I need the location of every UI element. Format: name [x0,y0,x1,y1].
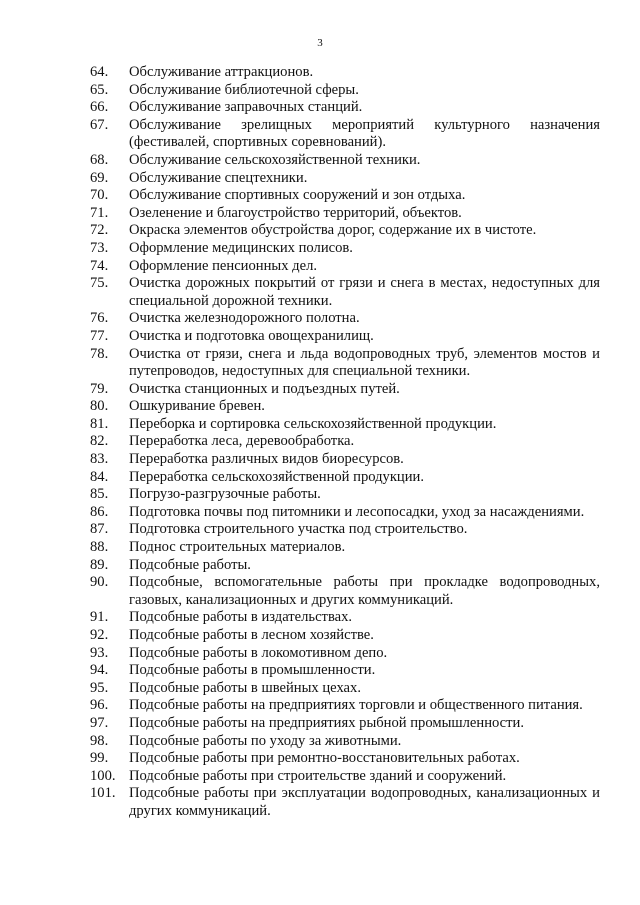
list-item [90,557,600,575]
list-item [90,152,600,170]
item-text: Подсобные работы в промышленности. [129,662,376,679]
item-text: Подсобные работы по уходу за животными. [129,732,402,749]
item-text: Подсобные работы в лесном хозяйстве. [129,627,374,643]
item-number: 97. [90,714,109,731]
item-text: Поднос строительных материалов. [129,539,346,556]
item-text: Очистка и подготовка овощехранилищ. [129,327,374,344]
list-item [90,222,600,240]
list-item [90,258,600,276]
item-text: Обслуживание библиотечной сферы. [129,81,359,98]
item-text: Подсобные работы при эксплуатации водопроводных, канализационных и других коммуникаций. [129,785,600,819]
item-number: 82. [90,433,109,450]
list-item [90,416,600,434]
item-number: 76. [90,310,109,327]
numbered-list [90,64,600,821]
item-number: 91. [90,609,109,626]
item-text: Подсобные работы в издательствах. [129,609,353,626]
item-number: 88. [90,539,109,556]
item-text: Переработка сельскохозяйственной продукции. [129,468,425,485]
list-item [90,433,600,451]
item-number: 86. [90,503,109,520]
list-item [90,609,600,627]
list-item [90,680,600,698]
list-item [90,733,600,751]
item-number: 80. [90,398,109,415]
item-number: 71. [90,204,109,221]
list-item [90,697,600,715]
item-text: Очистка станционных и подъездных путей. [129,380,400,397]
list-item [90,521,600,539]
item-text: Обслуживание заправочных станций. [129,99,363,116]
list-item [90,768,600,786]
item-text: Подсобные работы на предприятиях торговли и общественного питания. [129,697,583,714]
item-number: 99. [90,750,109,767]
item-text: Оформление медицинских полисов. [129,239,353,256]
item-number: 77. [90,327,109,344]
item-number: 84. [90,468,109,485]
item-number: 98. [90,732,109,749]
item-number: 65. [90,81,109,98]
item-text: Озеленение и благоустройство территорий, объектов. [129,204,462,221]
list-item [90,328,600,346]
list-item [90,451,600,469]
item-number: 89. [90,556,109,573]
list-item [90,486,600,504]
list-item [90,645,600,663]
list-item [90,785,600,820]
item-number: 72. [90,222,109,239]
item-text: Подсобные работы на предприятиях рыбной промышленности. [129,714,524,731]
item-number: 68. [90,151,109,168]
item-text: Переработка различных видов биоресурсов. [129,451,404,468]
item-number: 64. [90,64,109,80]
list-item [90,750,600,768]
item-number: 73. [90,239,109,256]
list-item [90,64,600,82]
item-number: 78. [90,345,109,362]
item-text: Подготовка строительного участка под строительство. [129,521,468,538]
item-text: Переборка и сортировка сельскохозяйственной продукции. [129,415,497,432]
list-item [90,310,600,328]
item-number: 93. [90,644,109,661]
item-text: Подсобные работы при ремонтно-восстановительных работах. [129,750,520,767]
item-number: 75. [90,275,109,292]
item-text: Обслуживание спецтехники. [129,169,308,186]
list-item [90,99,600,117]
list-item [90,398,600,416]
list-item [90,170,600,188]
item-text: Подсобные работы при строительстве зданий и сооружений. [129,767,507,784]
item-text: Подготовка почвы под питомники и лесопосадки, уход за насаждениями. [129,503,585,520]
item-number: 87. [90,521,109,538]
list-item [90,469,600,487]
list-item [90,82,600,100]
item-text: Переработка леса, деревообработка. [129,433,355,450]
list-item [90,346,600,381]
item-number: 90. [90,574,109,591]
item-text: Обслуживание аттракционов. [129,64,314,80]
item-number: 101. [90,785,116,802]
item-text: Оформление пенсионных дел. [129,257,317,274]
item-number: 70. [90,187,109,204]
list-item [90,205,600,223]
item-text: Очистка от грязи, снега и льда водопроводных труб, элементов мостов и путепроводов, недоступных для специальной техники. [129,345,600,380]
list-item [90,117,600,152]
item-number: 66. [90,99,109,116]
item-text: Окраска элементов обустройства дорог, содержание их в чистоте. [129,222,537,239]
item-text: Подсобные работы в швейных цехах. [129,679,361,696]
item-number: 92. [90,627,109,643]
page-number: 3 [317,37,323,49]
item-text: Обслуживание спортивных сооружений и зон отдыха. [129,187,466,204]
list-item [90,539,600,557]
item-text: Погрузо-разгрузочные работы. [129,486,321,503]
list-item [90,662,600,680]
item-number: 79. [90,380,109,397]
item-text: Подсобные работы. [129,556,251,573]
item-number: 94. [90,662,109,679]
item-number: 100. [90,767,116,784]
item-number: 67. [90,116,109,133]
list-item [90,275,600,310]
list-item [90,627,600,645]
item-text: Очистка железнодорожного полотна. [129,310,360,327]
list-item [90,187,600,205]
item-number: 96. [90,697,109,714]
item-text: Обслуживание зрелищных мероприятий культурного назначения (фестивалей, спортивных соревнований). [129,116,600,151]
list-item [90,240,600,258]
item-number: 83. [90,451,109,468]
item-text: Подсобные, вспомогательные работы при прокладке водопроводных, газовых, канализационных и других коммуникаций. [129,574,600,608]
list-item [90,381,600,399]
list-item [90,715,600,733]
item-text: Подсобные работы в локомотивном депо. [129,644,388,661]
item-number: 85. [90,486,109,503]
item-text: Обслуживание сельскохозяйственной техники. [129,151,421,168]
item-number: 74. [90,257,109,274]
list-item [90,504,600,522]
item-number: 95. [90,679,109,696]
item-number: 81. [90,415,109,432]
list-item [90,574,600,609]
item-text: Ошкуривание бревен. [129,398,265,415]
item-text: Очистка дорожных покрытий от грязи и снега в местах, недоступных для специальной дорожной техники. [129,275,600,309]
item-number: 69. [90,169,109,186]
